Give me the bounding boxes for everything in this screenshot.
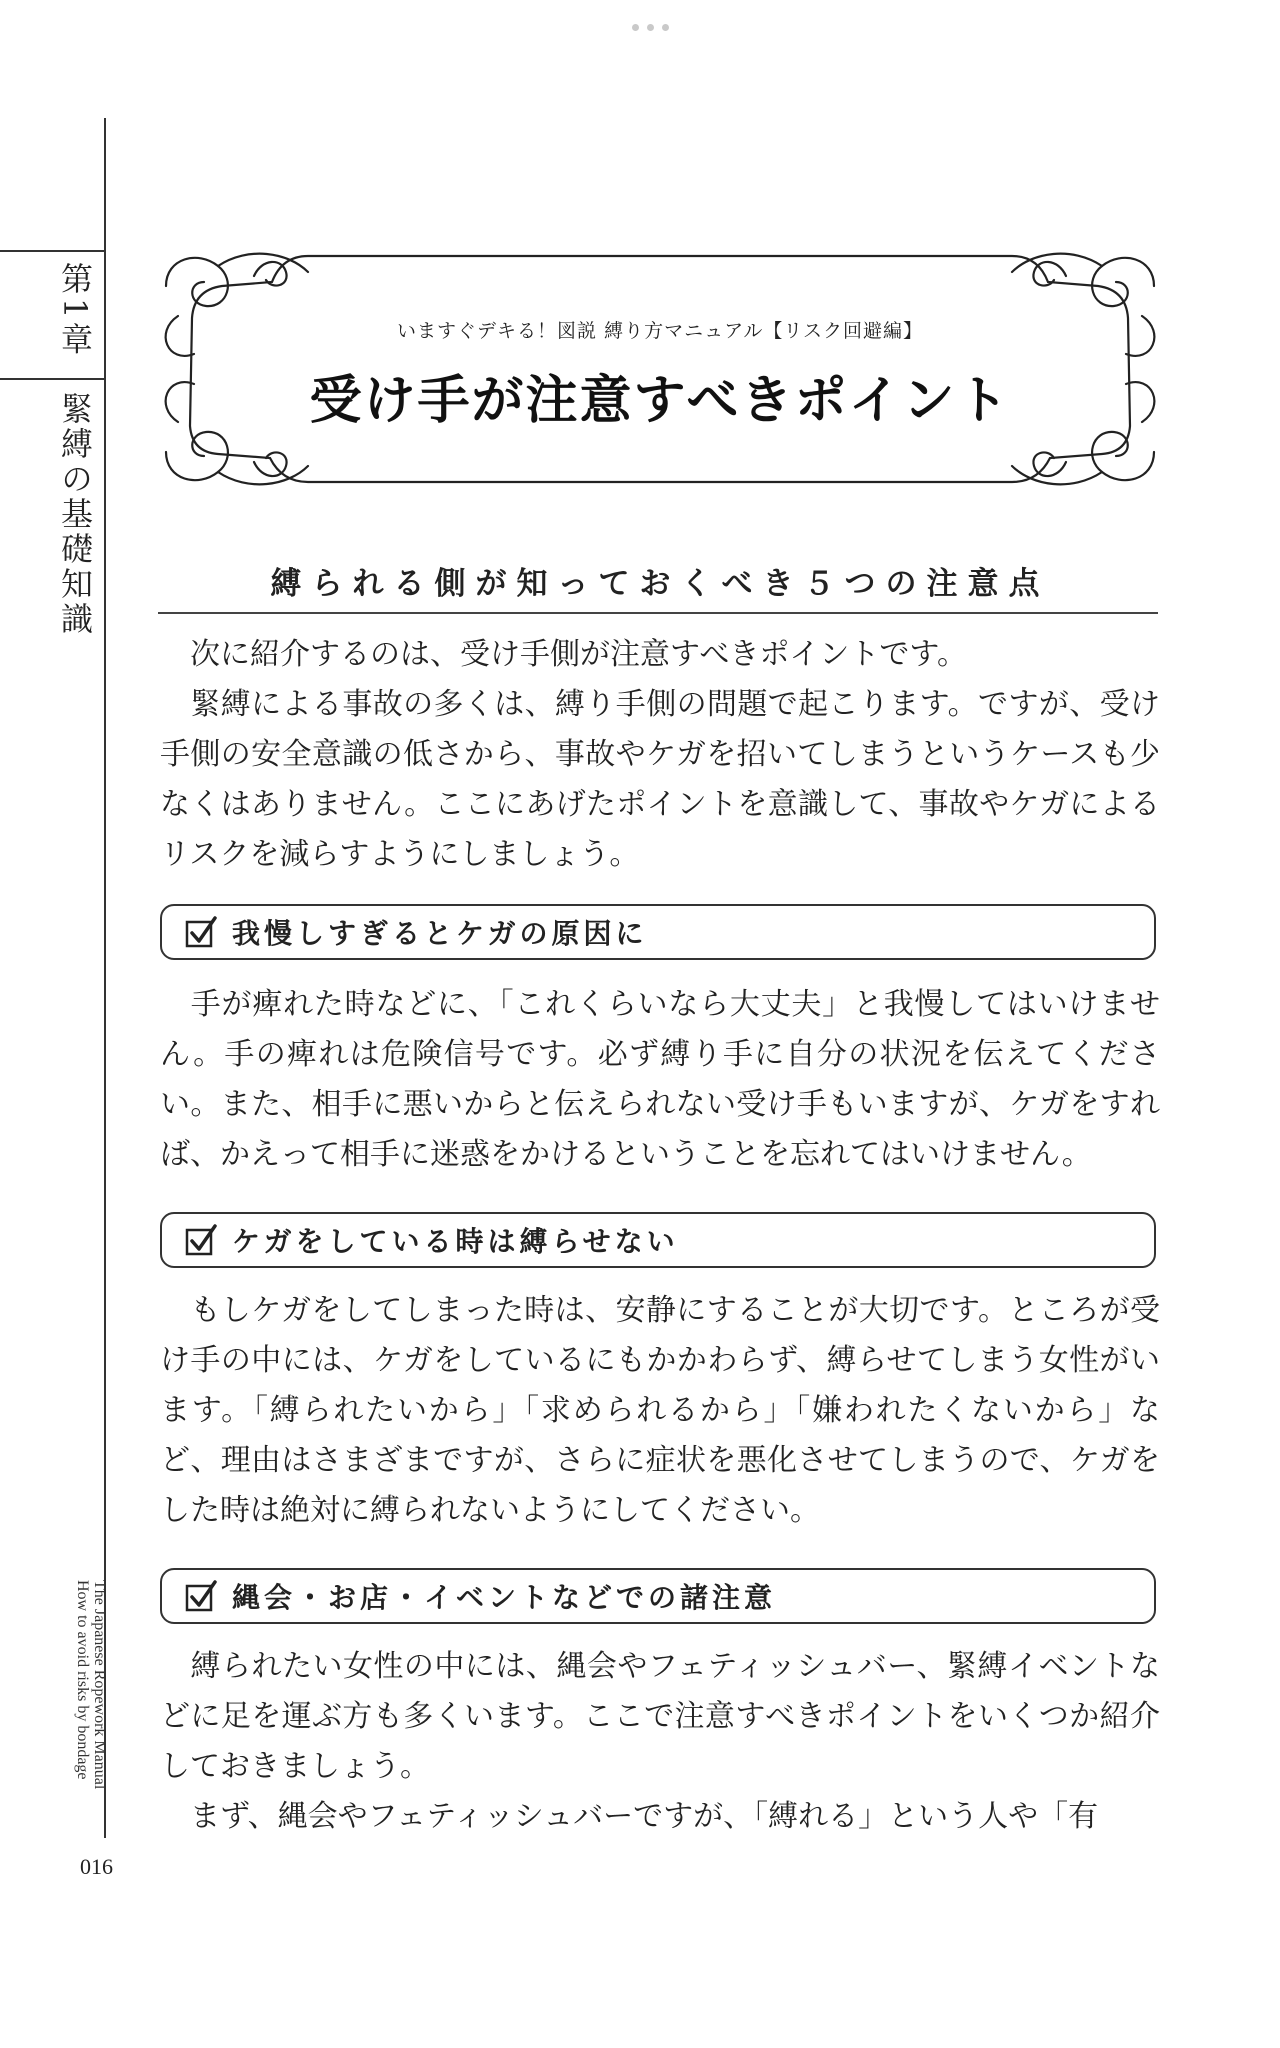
checked-box-icon xyxy=(184,1223,218,1257)
point-heading-1 xyxy=(160,904,1156,960)
intro-paragraph-2: 緊縛による事故の多くは、縛り手側の問題で起こります。ですが、受け手側の安全意識の低さから、事故やケガを招いてしまうというケースも少なくはありません。ここにあげたポイントを意識して、事故やケガによるリスクを減らすようにしましょう。 xyxy=(160,687,1160,872)
point-body-1: 手が痺れた時などに、「これくらいなら大丈夫」と我慢してはいけません。手の痺れは危険信号です。必ず縛り手に自分の状況を伝えてください。また、相手に悪いからと伝えられない受け手もいますが、ケガをすれば、かえって相手に迷惑をかけるということを忘れてはいけません。 xyxy=(160,987,1160,1172)
chapter-tab-divider xyxy=(0,378,106,380)
chapter-tab-rule xyxy=(0,250,106,252)
chapter-title: 緊縛の基礎知識 xyxy=(56,392,94,637)
page-title: 受け手が注意すべきポイント xyxy=(309,371,1011,431)
point-heading-label: 縄会・お店・イベントなどでの諸注意 xyxy=(232,1581,777,1614)
spine-line-1: The Japanese Ropework Manual xyxy=(91,1580,108,1790)
section-heading: 縛られる側が知っておくべき５つの注意点 xyxy=(270,566,1050,602)
page-indicator-dots xyxy=(632,24,669,31)
point-body-3: 縛られたい女性の中には、縄会やフェティッシュバー、緊縛イベントなどに足を運ぶ方も多くいます。ここで注意すべきポイントをいくつか紹介しておきましょう。 xyxy=(160,1649,1160,1784)
checked-box-icon xyxy=(184,1579,218,1613)
point-body-2: もしケガをしてしまった時は、安静にすることが大切です。ところが受け手の中には、ケガをしているにもかかわらず、縛らせてしまう女性がいます。「縛られたいから」「求められるから」「嫌われたくないから」など、理由はさまざまですが、さらに症状を悪化させてしまうので、ケガをした時は絶対に縛られないようにしてください。 xyxy=(160,1293,1160,1528)
point-body-3-continued: まず、縄会やフェティッシュバーですが、「縛れる」という人や「有 xyxy=(160,1799,1099,1834)
book-spine-caption xyxy=(72,1580,108,1840)
title-frame xyxy=(158,246,1162,492)
section-divider xyxy=(158,612,1158,614)
point-heading-3 xyxy=(160,1568,1156,1624)
chapter-number: 第1章 xyxy=(56,262,94,359)
checked-box-icon xyxy=(184,915,218,949)
series-title: いますぐデキる！図説 縛り方マニュアル【リスク回避編】 xyxy=(397,320,923,342)
intro-paragraph-1: 次に紹介するのは、受け手側が注意すべきポイントです。 xyxy=(160,637,967,672)
point-heading-label: 我慢しすぎるとケガの原因に xyxy=(232,917,648,950)
page-number: 016 xyxy=(80,1854,113,1879)
point-heading-2 xyxy=(160,1212,1156,1268)
point-heading-label: ケガをしている時は縛らせない xyxy=(232,1225,679,1258)
spine-line-2: How to avoid risks by bondage xyxy=(74,1580,91,1780)
